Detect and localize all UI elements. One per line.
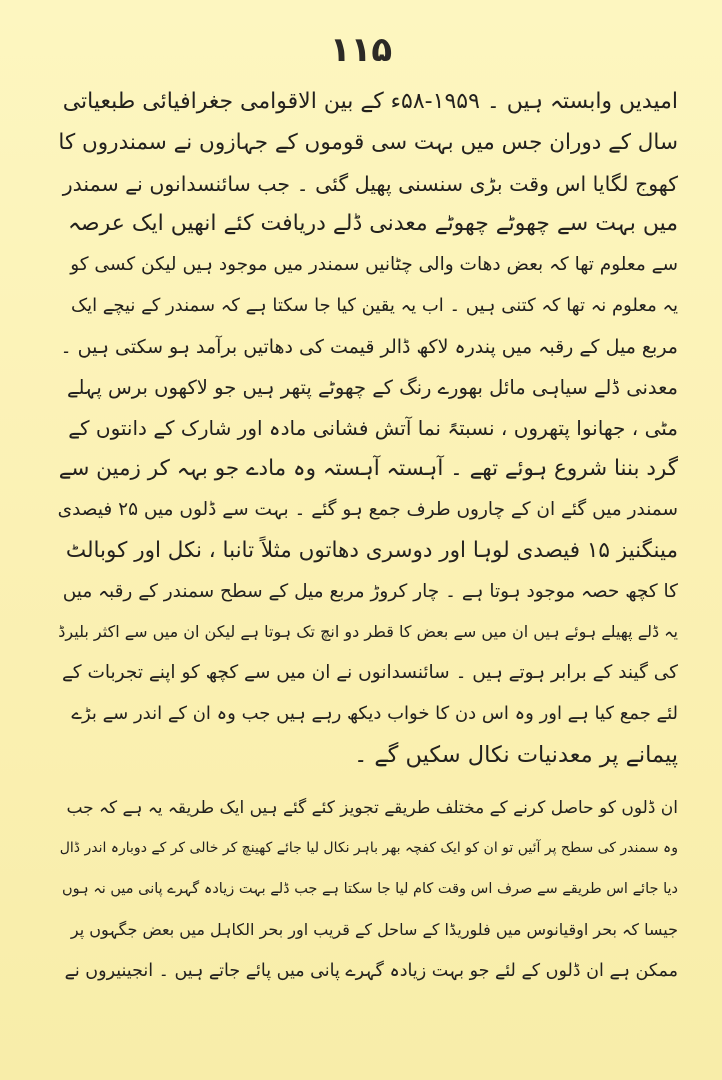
paragraph-2	[58, 368, 678, 776]
text-line: امیدیں وابستہ ہیں ۔ ۱۹۵۹-۵۸ء کے بین الاقوامی جغرافیائی طبعیاتی	[62, 89, 678, 114]
text-line: ان ڈلوں کو حاصل کرنے کے مختلف طریقے تجویز کئے گئے ہیں ایک طریقہ یہ ہے کہ جب	[66, 797, 678, 818]
text-line: یہ معلوم نہ تھا کہ کتنی ہیں ۔ اب یہ یقین کیا جا سکتا ہے کہ سمندر کے نیچے ایک	[70, 294, 678, 316]
paragraph-gap	[58, 776, 678, 788]
text-line: مربع میل کے رقبہ میں پندرہ لاکھ ڈالر قیمت کی دھاتیں برآمد ہو سکتی ہیں ۔	[60, 335, 678, 358]
paragraph-1	[58, 82, 678, 368]
text-line: میں بہت سے چھوٹے چھوٹے معدنی ڈلے دریافت کئے انھیں ایک عرصہ	[68, 211, 678, 237]
text-line: گرد بننا شروع ہوئے تھے ۔ آہستہ آہستہ وہ مادے جو بہہ کر زمین سے	[58, 456, 678, 482]
text-line: کا کچھ حصہ موجود ہوتا ہے ۔ چار کروڑ مربع میل کے سطح سمندر کے رقبہ میں	[62, 580, 678, 602]
page-number: ۱۱۵	[329, 30, 393, 70]
text-line: یہ ڈلے پھیلے ہوئے ہیں ان میں سے بعض کا قطر دو انچ تک ہوتا ہے لیکن ان میں سے اکثر بلیرڈ	[58, 622, 678, 642]
text-line: جیسا کہ بحر اوقیانوس میں فلوریڈا کے ساحل کے قریب اور بحر الکاہل میں بعض جگہوں پر	[70, 919, 678, 939]
text-line: دیا جائے اس طریقے سے صرف اس وقت کام لیا جا سکتا ہے جب ڈلے بہت زیادہ گہرے پانی میں نہ ہوں	[61, 881, 678, 898]
paragraph-3	[58, 788, 678, 992]
text-line: معدنی ڈلے سیاہی مائل بھورے رنگ کے چھوٹے پتھر ہیں جو لاکھوں برس پہلے	[67, 375, 678, 399]
text-line: پیمانے پر معدنیات نکال سکیں گے ۔	[354, 741, 678, 768]
text-line: سال کے دوران جس میں بہت سی قوموں کے جہازوں نے سمندروں کا	[58, 129, 678, 155]
text-line: کھوج لگایا اس وقت بڑی سنسنی پھیل گئی ۔ جب سائنسدانوں نے سمندر	[62, 171, 678, 196]
text-line: سے معلوم تھا کہ بعض دھات والی چٹانیں سمندر میں موجود ہیں لیکن کسی کو	[70, 254, 678, 276]
page-text	[58, 82, 678, 992]
text-line: لئے جمع کیا ہے اور وہ اس دن کا خواب دیکھ رہے ہیں جب وہ ان کے اندر سے بڑے	[71, 702, 678, 724]
text-line: مینگنیز ۱۵ فیصدی لوہا اور دوسری دھاتوں مثلاً تانبا ، نکل اور کوبالٹ	[65, 537, 678, 563]
text-line: وہ سمندر کی سطح پر آئیں تو ان کو ایک کفچہ بھر باہر نکال لیا جائے کھینچ کر خالی کر کے دوبارہ اندر ڈال	[59, 840, 678, 857]
text-line: مٹی ، جھانوا پتھروں ، نسبتہً نما آتش فشانی مادہ اور شارک کے دانتوں کے	[68, 416, 678, 441]
text-line: ممکن ہے ان ڈلوں کے لئے جو بہت زیادہ گہرے پانی میں پائے جاتے ہیں ۔ انجینیروں نے	[64, 960, 678, 981]
text-line: کی گیند کے برابر ہوتے ہیں ۔ سائنسدانوں نے ان میں سے کچھ کو اپنے تجربات کے	[61, 662, 678, 684]
text-line: سمندر میں گئے ان کے چاروں طرف جمع ہو گئے ۔ بہت سے ڈلوں میں ۲۵ فیصدی	[58, 498, 678, 520]
